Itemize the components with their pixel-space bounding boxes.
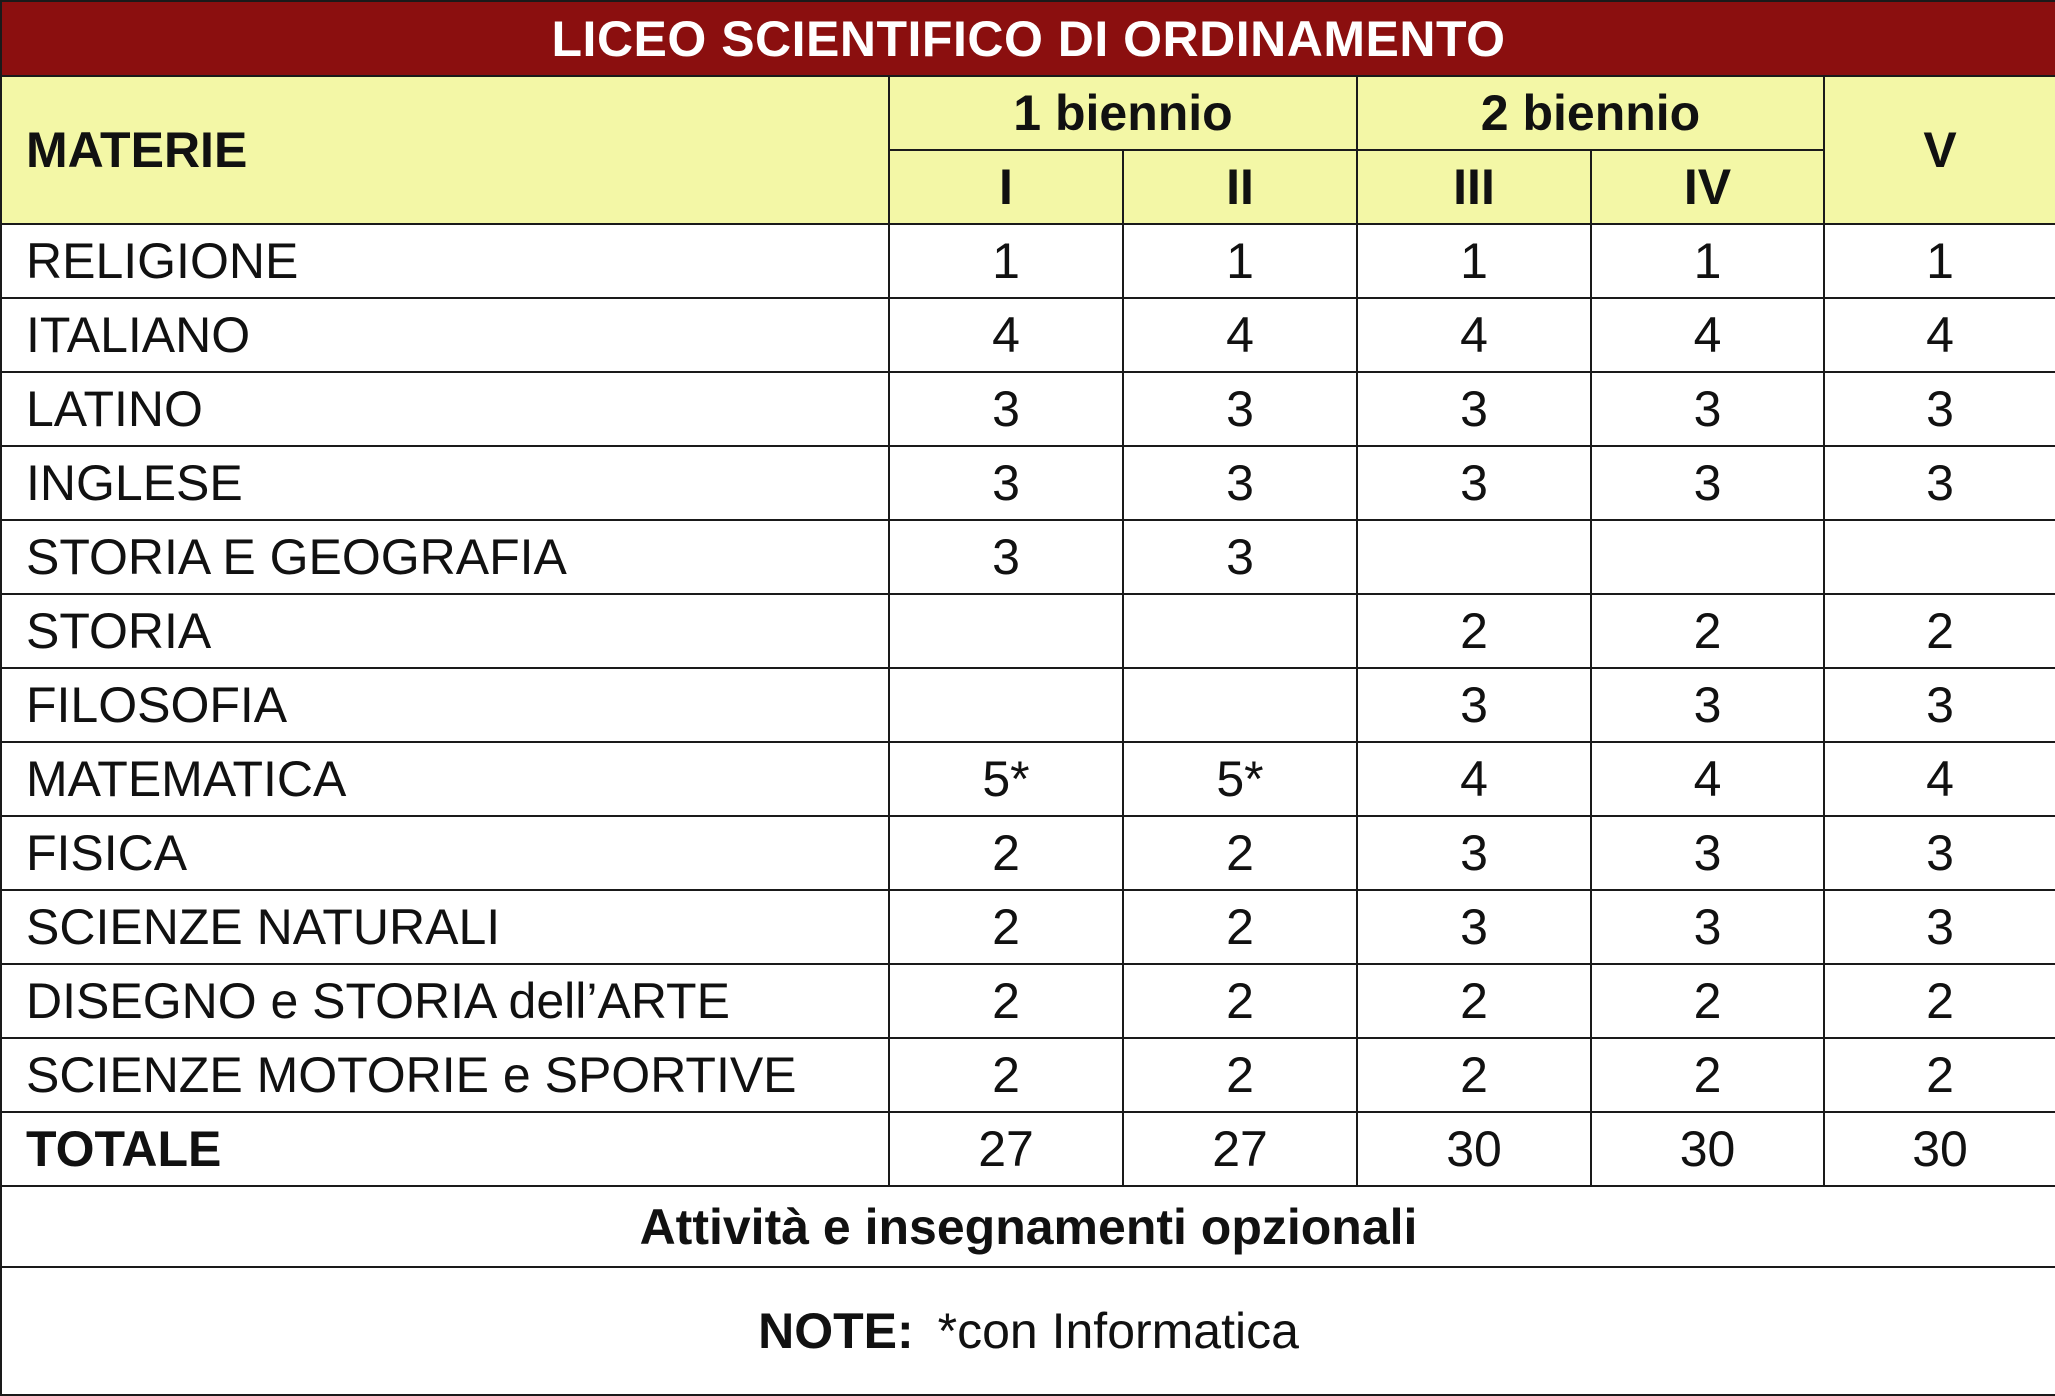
table-row [1,446,2055,520]
hours-cell: 2 [1357,964,1591,1038]
note-cell [1,1267,2055,1395]
hours-cell: 2 [1123,890,1357,964]
total-hours-cell: 30 [1591,1112,1824,1186]
table-row [1,890,2055,964]
hours-cell: 4 [1824,298,2055,372]
hours-cell: 3 [1357,668,1591,742]
subject-name: FISICA [1,816,889,890]
table-row [1,372,2055,446]
hours-cell: 3 [1357,372,1591,446]
hours-cell: 4 [1824,742,2055,816]
subject-name: STORIA [1,594,889,668]
hours-cell: 3 [1591,446,1824,520]
subject-name: SCIENZE MOTORIE e SPORTIVE [1,1038,889,1112]
hours-cell [889,594,1123,668]
subject-name: INGLESE [1,446,889,520]
hours-cell: 3 [889,372,1123,446]
hours-cell: 4 [1123,298,1357,372]
total-hours-cell: 30 [1357,1112,1591,1186]
hours-cell: 3 [1357,446,1591,520]
total-hours-cell: 30 [1824,1112,2055,1186]
hours-cell: 1 [1357,224,1591,298]
subject-name: DISEGNO e STORIA dell’ARTE [1,964,889,1038]
table-row [1,520,2055,594]
hours-cell: 2 [1123,816,1357,890]
hours-cell: 3 [1824,372,2055,446]
hours-cell: 3 [1123,446,1357,520]
hours-cell [1357,520,1591,594]
table-row [1,298,2055,372]
hours-cell: 3 [1591,372,1824,446]
hours-cell: 2 [1357,594,1591,668]
hours-cell: 2 [1824,964,2055,1038]
hours-cell: 2 [1357,1038,1591,1112]
hours-cell: 4 [1357,742,1591,816]
subject-name: STORIA E GEOGRAFIA [1,520,889,594]
total-row [1,1112,2055,1186]
hours-cell [1824,520,2055,594]
hours-cell: 3 [889,446,1123,520]
year-2-header: II [1123,150,1357,224]
hours-cell: 2 [889,964,1123,1038]
hours-cell: 4 [889,298,1123,372]
optional-row [1,1186,2055,1267]
subject-name: SCIENZE NATURALI [1,890,889,964]
hours-cell: 3 [1357,816,1591,890]
hours-cell: 2 [889,1038,1123,1112]
hours-cell: 2 [1591,964,1824,1038]
hours-cell: 3 [1591,816,1824,890]
hours-cell: 2 [1591,1038,1824,1112]
year-4-header: IV [1591,150,1824,224]
hours-cell: 3 [1591,668,1824,742]
subject-name: ITALIANO [1,298,889,372]
hours-cell: 2 [1824,1038,2055,1112]
subjects-header: MATERIE [1,76,889,224]
hours-cell: 2 [1123,964,1357,1038]
hours-cell: 3 [889,520,1123,594]
hours-cell: 4 [1357,298,1591,372]
hours-cell: 1 [889,224,1123,298]
table-row [1,224,2055,298]
note-text: *con Informatica [937,1303,1299,1359]
hours-cell: 3 [1824,446,2055,520]
total-label: TOTALE [1,1112,889,1186]
year-1-header: I [889,150,1123,224]
hours-cell: 2 [1591,594,1824,668]
hours-cell: 3 [1123,520,1357,594]
second-biennium-header: 2 biennio [1357,76,1824,150]
hours-cell: 3 [1824,890,2055,964]
table-row [1,816,2055,890]
table-row [1,742,2055,816]
hours-cell: 3 [1591,890,1824,964]
hours-cell: 2 [1824,594,2055,668]
year-3-header: III [1357,150,1591,224]
total-hours-cell: 27 [889,1112,1123,1186]
hours-cell [1123,594,1357,668]
table-title: LICEO SCIENTIFICO DI ORDINAMENTO [1,1,2055,76]
hours-cell [889,668,1123,742]
hours-cell: 5* [1123,742,1357,816]
hours-cell: 4 [1591,742,1824,816]
note-row [1,1267,2055,1395]
table-row [1,1038,2055,1112]
hours-cell: 3 [1824,816,2055,890]
note-label: NOTE: [758,1303,914,1359]
optional-activities: Attività e insegnamenti opzionali [1,1186,2055,1267]
total-hours-cell: 27 [1123,1112,1357,1186]
table-row [1,668,2055,742]
subject-name: LATINO [1,372,889,446]
hours-cell: 2 [889,816,1123,890]
first-biennium-header: 1 biennio [889,76,1357,150]
hours-cell: 4 [1591,298,1824,372]
subject-name: RELIGIONE [1,224,889,298]
year-5-header: V [1824,76,2055,224]
hours-cell: 1 [1824,224,2055,298]
hours-cell [1591,520,1824,594]
hours-cell: 3 [1357,890,1591,964]
subject-name: FILOSOFIA [1,668,889,742]
subject-name: MATEMATICA [1,742,889,816]
hours-cell: 5* [889,742,1123,816]
hours-cell: 3 [1123,372,1357,446]
table-row [1,964,2055,1038]
table-row [1,594,2055,668]
hours-cell: 1 [1591,224,1824,298]
hours-cell: 1 [1123,224,1357,298]
hours-cell: 2 [889,890,1123,964]
hours-cell: 2 [1123,1038,1357,1112]
hours-cell [1123,668,1357,742]
hours-cell: 3 [1824,668,2055,742]
